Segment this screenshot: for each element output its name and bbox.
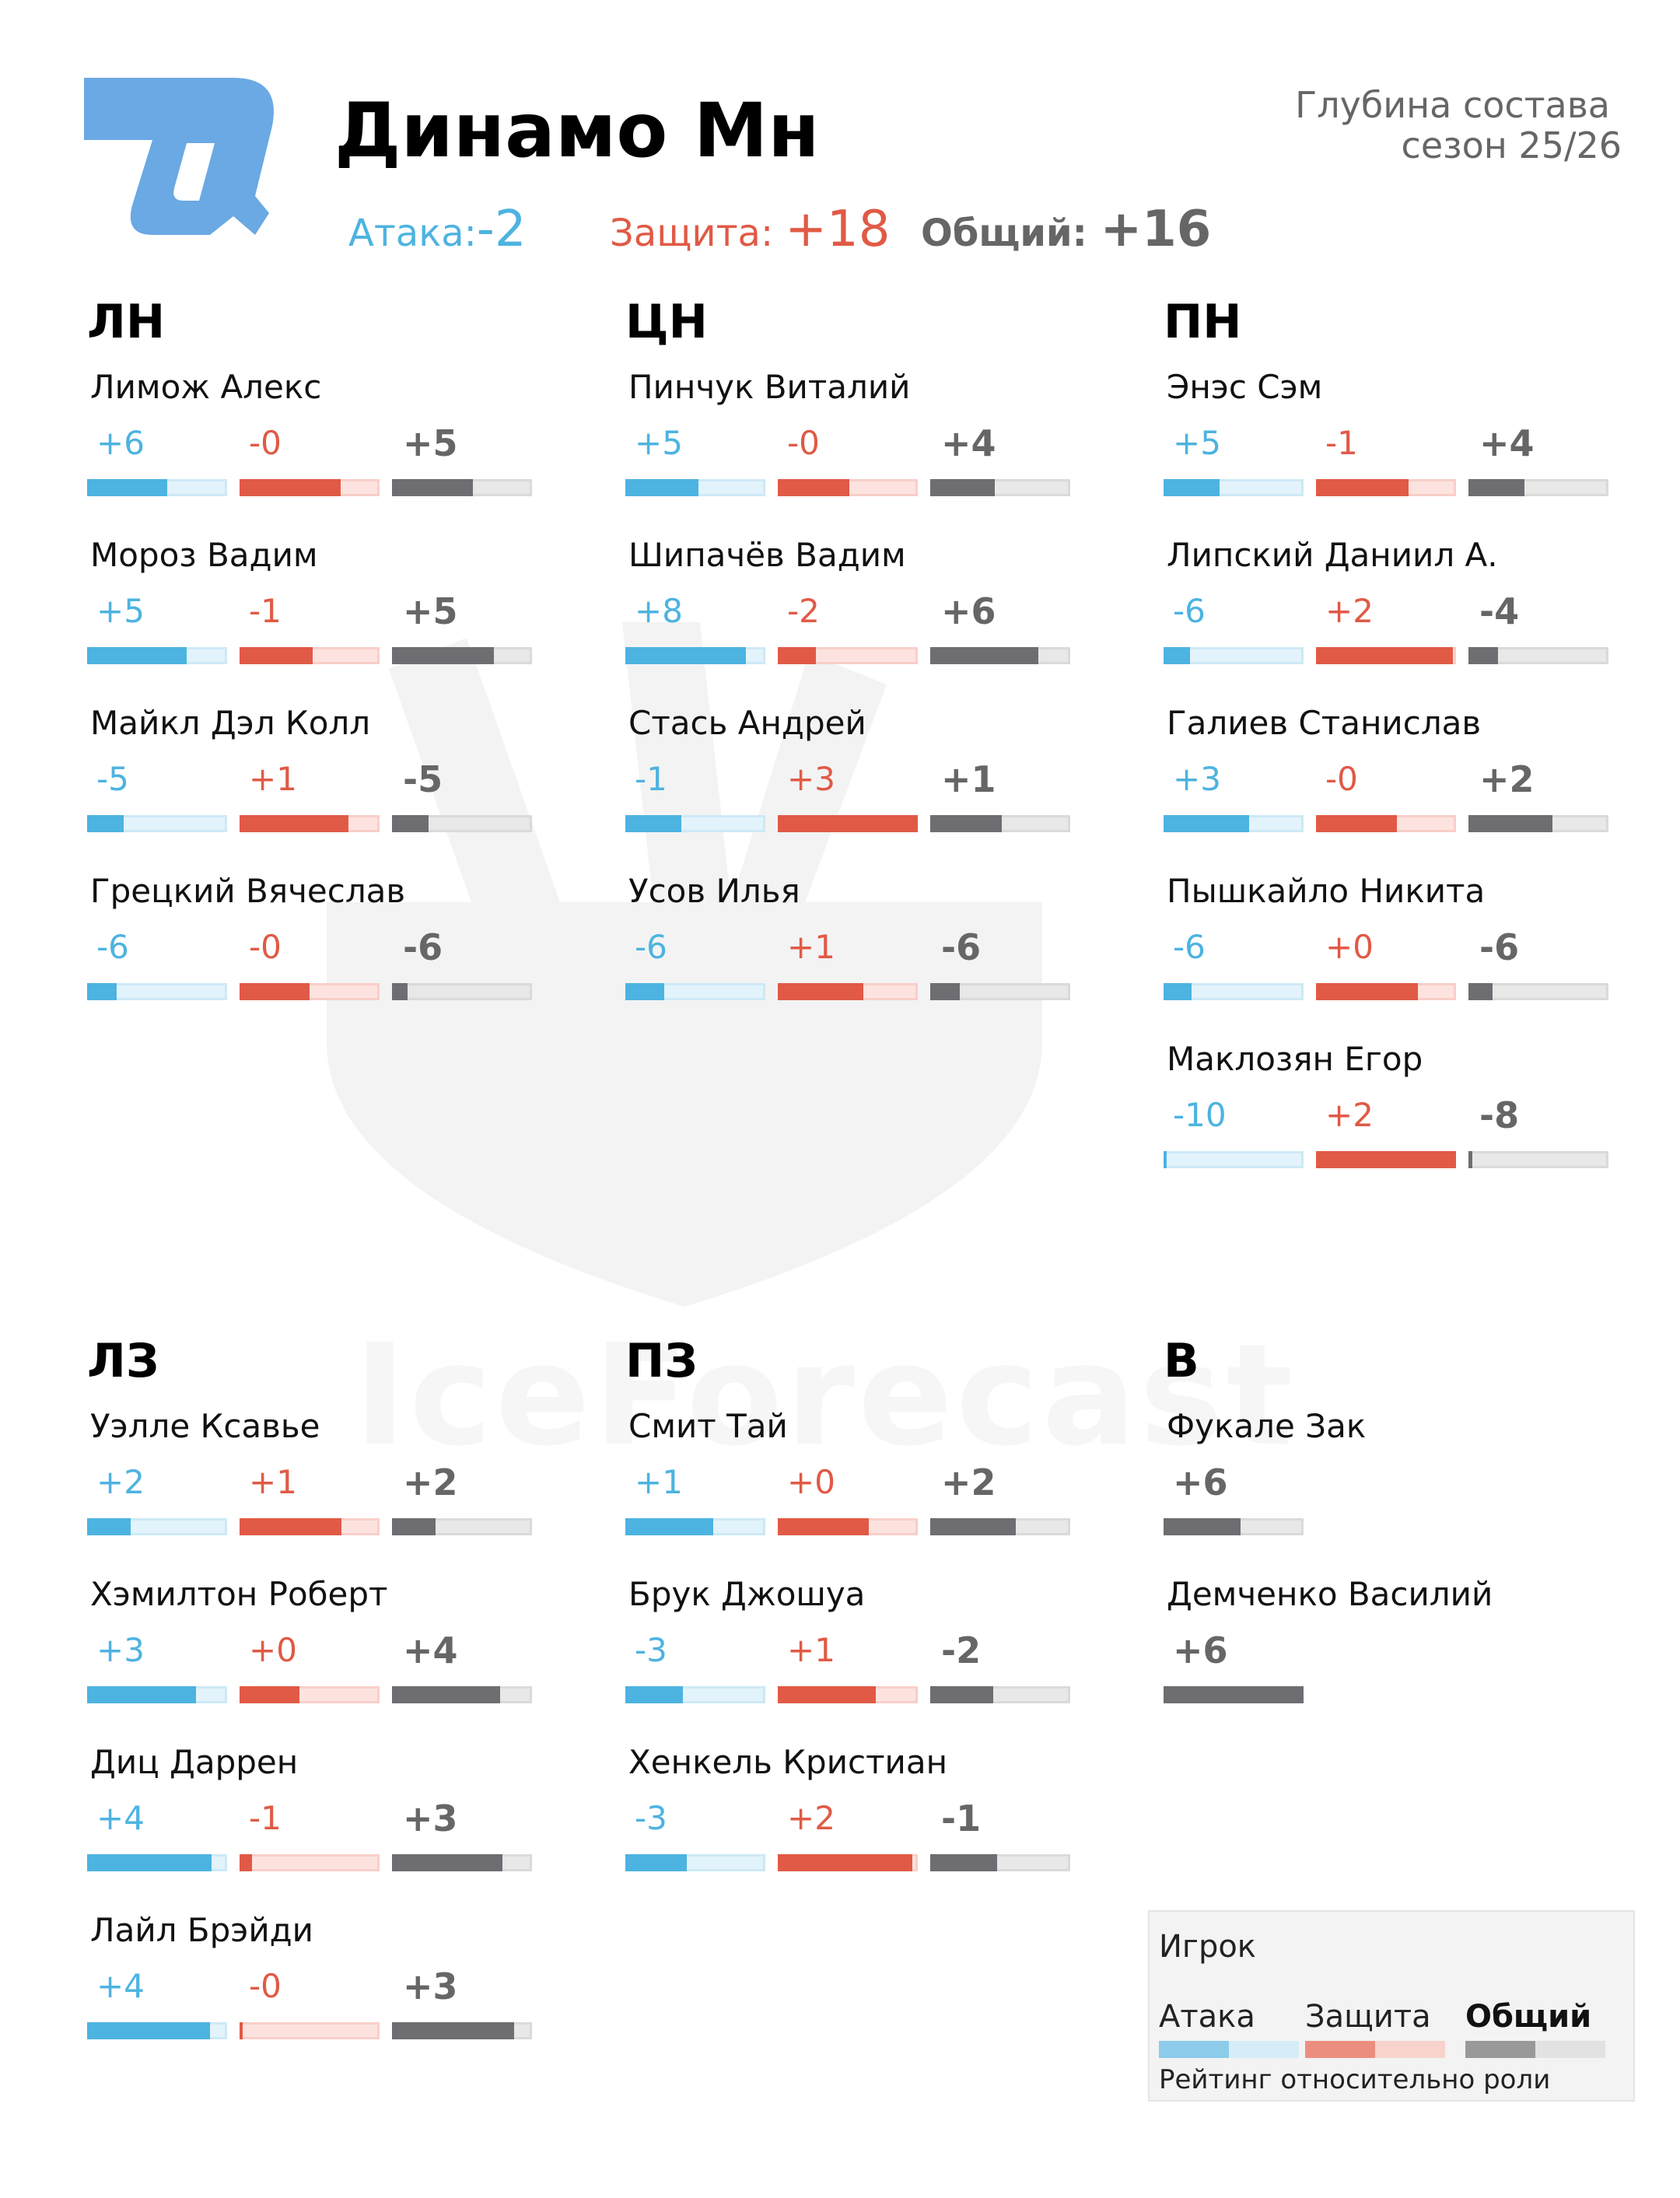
total-rating-value: -6 (1479, 926, 1520, 968)
player-name: Лайл Брэйди (90, 1911, 313, 1949)
legend-attack-label: Атака (1159, 1999, 1255, 2035)
attack-rating-bar-fill (625, 479, 698, 496)
player-ratings (1164, 1619, 1646, 1682)
player-name: Стась Андрей (628, 704, 866, 742)
total-rating-bar-fill (392, 2022, 514, 2039)
total-rating-bar-fill (392, 983, 408, 1000)
section-title: ПЗ (625, 1334, 698, 1388)
defense-rating-value: -2 (787, 592, 820, 630)
total-rating-bar-fill (930, 1686, 993, 1703)
attack-rating-bar-fill (1164, 479, 1220, 496)
attack-rating-bar-fill (87, 479, 167, 496)
defense-rating-value: -0 (249, 424, 282, 462)
player-name: Фукале Зак (1167, 1407, 1367, 1445)
defense-rating-bar-fill (240, 647, 313, 664)
attack-rating-bar (87, 1518, 227, 1535)
section-title: ЛЗ (87, 1334, 159, 1388)
defense-rating-value: +2 (787, 1799, 835, 1837)
total-rating-value: +3 (403, 1965, 458, 2007)
defense-rating-bar (778, 983, 918, 1000)
player-ratings (625, 916, 1108, 978)
summary-attack-value: -2 (476, 201, 527, 258)
player-ratings (625, 1451, 1108, 1514)
summary-total-label: Общий: (921, 212, 1087, 255)
player-ratings (625, 580, 1108, 642)
attack-rating-bar (1164, 983, 1304, 1000)
player-card (87, 362, 569, 530)
total-rating-value: +2 (403, 1461, 458, 1503)
defense-rating-bar (1316, 647, 1456, 664)
total-rating-bar-fill (1468, 1151, 1472, 1168)
total-rating-value: +5 (403, 422, 458, 464)
attack-rating-bar (87, 479, 227, 496)
attack-rating-value: -6 (635, 928, 667, 966)
player-card (1164, 1034, 1646, 1202)
total-rating-bar (930, 1686, 1070, 1703)
player-card (1164, 1570, 1646, 1738)
attack-rating-value: -3 (635, 1631, 667, 1669)
summary-defense-label: Защита: (610, 212, 774, 255)
legend-attack-bar (1159, 2041, 1299, 2058)
player-card (625, 530, 1108, 698)
player-card (1164, 530, 1646, 698)
total-rating-bar-fill (392, 479, 473, 496)
attack-rating-value: -6 (1173, 592, 1206, 630)
section-title: ЦН (625, 295, 708, 349)
total-rating-bar-fill (392, 1854, 502, 1871)
defense-rating-bar (240, 2022, 380, 2039)
total-rating-bar-fill (930, 1518, 1016, 1535)
defense-rating-bar-fill (1316, 479, 1409, 496)
attack-rating-bar (1164, 479, 1304, 496)
defense-rating-bar-fill (1316, 1151, 1456, 1168)
player-name: Диц Даррен (90, 1743, 299, 1781)
total-rating-value: +6 (941, 590, 996, 632)
defense-rating-bar-fill (1316, 983, 1418, 1000)
total-rating-bar-fill (392, 1686, 500, 1703)
player-name: Мороз Вадим (90, 536, 318, 574)
defense-rating-bar (240, 815, 380, 832)
total-rating-bar-fill (1468, 479, 1524, 496)
defense-rating-bar (1316, 983, 1456, 1000)
attack-rating-value: +2 (96, 1463, 145, 1501)
defense-rating-value: -0 (787, 424, 820, 462)
defense-rating-value: +2 (1325, 1096, 1374, 1134)
player-ratings (87, 916, 569, 978)
attack-rating-value: +4 (96, 1967, 145, 2005)
attack-rating-value: +1 (635, 1463, 683, 1501)
total-rating-value: -1 (941, 1797, 982, 1839)
player-ratings (1164, 1084, 1646, 1146)
player-name: Хэмилтон Роберт (90, 1575, 388, 1613)
total-rating-value: -6 (941, 926, 982, 968)
total-rating-bar-fill (392, 815, 429, 832)
total-rating-bar (392, 1518, 532, 1535)
total-rating-value: -5 (403, 758, 443, 800)
attack-rating-bar (625, 1518, 765, 1535)
defense-rating-bar-fill (240, 1518, 341, 1535)
player-name: Усов Илья (628, 872, 800, 910)
attack-rating-bar-fill (625, 647, 746, 664)
attack-rating-value: +4 (96, 1799, 145, 1837)
attack-rating-bar-fill (625, 1854, 687, 1871)
attack-rating-bar-fill (87, 2022, 210, 2039)
player-card (87, 866, 569, 1034)
player-card (625, 362, 1108, 530)
total-rating-value: +2 (1479, 758, 1535, 800)
defense-rating-bar-fill (1316, 815, 1397, 832)
attack-rating-bar-fill (87, 1854, 212, 1871)
defense-rating-bar (1316, 815, 1456, 832)
total-rating-value: +2 (941, 1461, 996, 1503)
player-name: Грецкий Вячеслав (90, 872, 406, 910)
player-name: Смит Тай (628, 1407, 788, 1445)
attack-rating-bar (625, 815, 765, 832)
player-card (87, 1402, 569, 1570)
defense-rating-value: +2 (1325, 592, 1374, 630)
defense-rating-value: -1 (1325, 424, 1358, 462)
attack-rating-bar (87, 983, 227, 1000)
defense-rating-bar-fill (240, 1686, 299, 1703)
total-rating-value: +4 (941, 422, 996, 464)
summary-total (921, 201, 1211, 258)
total-rating-bar (392, 1686, 532, 1703)
defense-rating-value: -0 (1325, 760, 1358, 798)
defense-rating-bar-fill (1316, 647, 1453, 664)
legend-total-bar (1465, 2041, 1605, 2058)
total-rating-bar (392, 815, 532, 832)
summary-attack-label: Атака: (348, 212, 477, 255)
defense-rating-bar (1316, 479, 1456, 496)
player-card (625, 698, 1108, 866)
defense-rating-bar-fill (240, 479, 341, 496)
defense-rating-value: +1 (249, 1463, 297, 1501)
attack-rating-bar (625, 1686, 765, 1703)
attack-rating-bar (87, 1686, 227, 1703)
player-ratings (625, 412, 1108, 474)
section-4 (625, 1321, 1108, 1906)
team-name: Динамо Мн (334, 87, 820, 174)
attack-rating-bar-fill (87, 983, 117, 1000)
player-card (1164, 698, 1646, 866)
attack-rating-bar (87, 1854, 227, 1871)
total-rating-bar-fill (392, 1518, 436, 1535)
defense-rating-value: +0 (249, 1631, 297, 1669)
defense-rating-bar (240, 1518, 380, 1535)
total-rating-bar (1468, 647, 1608, 664)
attack-rating-bar (87, 647, 227, 664)
attack-rating-bar-fill (87, 1686, 196, 1703)
total-rating-bar-fill (1164, 1686, 1304, 1703)
attack-rating-bar (625, 983, 765, 1000)
defense-rating-value: -0 (249, 1967, 282, 2005)
defense-rating-bar (778, 647, 918, 664)
attack-rating-bar-fill (1164, 1151, 1167, 1168)
total-rating-bar (930, 647, 1070, 664)
player-ratings (87, 1451, 569, 1514)
player-ratings (625, 1787, 1108, 1850)
summary-attack (348, 201, 527, 258)
defense-rating-value: +0 (1325, 928, 1374, 966)
summary-defense (610, 201, 890, 258)
player-name: Демченко Василий (1167, 1575, 1493, 1613)
defense-rating-value: -0 (249, 928, 282, 966)
total-rating-bar-fill (930, 1854, 997, 1871)
total-rating-bar (930, 1518, 1070, 1535)
attack-rating-bar-fill (87, 815, 124, 832)
player-name: Энэс Сэм (1167, 368, 1323, 406)
player-card (625, 1570, 1108, 1738)
defense-rating-value: +1 (787, 928, 835, 966)
total-rating-bar (1468, 815, 1608, 832)
defense-rating-bar-fill (778, 983, 863, 1000)
total-rating-bar-fill (930, 983, 960, 1000)
total-rating-bar-fill (1468, 983, 1493, 1000)
player-card (625, 1402, 1108, 1570)
attack-rating-bar-fill (625, 1686, 683, 1703)
attack-rating-value: -10 (1173, 1096, 1227, 1134)
total-rating-value: +5 (403, 590, 458, 632)
attack-rating-value: +5 (96, 592, 145, 630)
defense-rating-bar (240, 1854, 380, 1871)
legend (1148, 1910, 1635, 2102)
attack-rating-value: +5 (635, 424, 683, 462)
player-ratings (87, 580, 569, 642)
legend-player-label: Игрок (1159, 1929, 1256, 1965)
total-rating-bar-fill (392, 647, 494, 664)
total-rating-bar (1468, 983, 1608, 1000)
total-rating-bar (392, 983, 532, 1000)
player-name: Лимож Алекс (90, 368, 322, 406)
attack-rating-bar (87, 2022, 227, 2039)
player-name: Пышкайло Никита (1167, 872, 1486, 910)
total-rating-bar (392, 2022, 532, 2039)
section-5 (1164, 1321, 1646, 1738)
total-rating-value: -4 (1479, 590, 1520, 632)
defense-rating-bar (240, 983, 380, 1000)
player-card (625, 866, 1108, 1034)
defense-rating-bar-fill (778, 1518, 869, 1535)
total-rating-bar-fill (930, 647, 1038, 664)
total-rating-bar (930, 479, 1070, 496)
attack-rating-bar-fill (625, 815, 681, 832)
total-rating-value: -8 (1479, 1094, 1520, 1136)
total-rating-value: +6 (1173, 1461, 1228, 1503)
attack-rating-value: +6 (96, 424, 145, 462)
total-rating-value: +1 (941, 758, 996, 800)
total-rating-bar-fill (930, 479, 995, 496)
player-card (1164, 362, 1646, 530)
player-name: Маклозян Егор (1167, 1040, 1423, 1078)
player-ratings (625, 748, 1108, 810)
total-rating-bar (1164, 1518, 1304, 1535)
attack-rating-bar-fill (625, 983, 664, 1000)
defense-rating-bar-fill (778, 1854, 912, 1871)
defense-rating-bar (240, 1686, 380, 1703)
section-2 (1164, 282, 1646, 1202)
dinamo-logo-icon (78, 72, 280, 243)
attack-rating-bar-fill (87, 647, 187, 664)
attack-rating-bar-fill (625, 1518, 713, 1535)
total-rating-bar-fill (1164, 1518, 1241, 1535)
defense-rating-bar (778, 1686, 918, 1703)
defense-rating-value: -1 (249, 592, 282, 630)
section-title: ПН (1164, 295, 1242, 349)
attack-rating-bar (625, 1854, 765, 1871)
attack-rating-bar (1164, 1151, 1304, 1168)
total-rating-value: +4 (403, 1629, 458, 1671)
player-name: Шипачёв Вадим (628, 536, 906, 574)
total-rating-bar-fill (1468, 647, 1498, 664)
total-rating-bar (392, 479, 532, 496)
attack-rating-bar (1164, 815, 1304, 832)
total-rating-bar-fill (930, 815, 1002, 832)
player-card (1164, 1402, 1646, 1570)
defense-rating-value: +1 (787, 1631, 835, 1669)
player-ratings (87, 1955, 569, 2018)
attack-rating-bar-fill (1164, 647, 1190, 664)
section-title: ЛН (87, 295, 166, 349)
attack-rating-value: +3 (96, 1631, 145, 1669)
attack-rating-bar (87, 815, 227, 832)
defense-rating-bar-fill (778, 479, 849, 496)
section-title: В (1164, 1334, 1199, 1388)
player-card (87, 1738, 569, 1906)
player-name: Липский Даниил А. (1167, 536, 1498, 574)
attack-rating-value: -6 (1173, 928, 1206, 966)
defense-rating-bar (1316, 1151, 1456, 1168)
total-rating-value: -2 (941, 1629, 982, 1671)
attack-rating-bar-fill (1164, 815, 1249, 832)
attack-rating-value: -6 (96, 928, 129, 966)
defense-rating-value: -1 (249, 1799, 282, 1837)
attack-rating-value: -3 (635, 1799, 667, 1837)
player-card (87, 1906, 569, 2074)
defense-rating-bar-fill (240, 2022, 243, 2039)
season-label: сезон 25/26 (1401, 124, 1622, 166)
player-name: Галиев Станислав (1167, 704, 1482, 742)
total-rating-bar (1164, 1686, 1304, 1703)
total-rating-value: +3 (403, 1797, 458, 1839)
section-1 (625, 282, 1108, 1034)
total-rating-value: -6 (403, 926, 443, 968)
total-rating-bar-fill (1468, 815, 1552, 832)
legend-total-label: Общий (1465, 1999, 1592, 2035)
attack-rating-bar (625, 479, 765, 496)
defense-rating-bar (778, 479, 918, 496)
attack-rating-bar (1164, 647, 1304, 664)
total-rating-bar (930, 983, 1070, 1000)
player-ratings (625, 1619, 1108, 1682)
player-name: Майкл Дэл Колл (90, 704, 371, 742)
player-name: Брук Джошуа (628, 1575, 866, 1613)
defense-rating-bar (778, 1854, 918, 1871)
report-title: Глубина состава (1295, 84, 1610, 126)
legend-defense-bar (1305, 2041, 1445, 2058)
player-ratings (87, 1787, 569, 1850)
player-card (87, 530, 569, 698)
attack-rating-value: -1 (635, 760, 667, 798)
defense-rating-bar-fill (778, 815, 918, 832)
attack-rating-value: -5 (96, 760, 129, 798)
defense-rating-value: +1 (249, 760, 297, 798)
section-3 (87, 1321, 569, 2074)
player-ratings (1164, 748, 1646, 810)
total-rating-bar (392, 1854, 532, 1871)
player-name: Уэлле Ксавье (90, 1407, 320, 1445)
defense-rating-bar (240, 647, 380, 664)
player-card (87, 1570, 569, 1738)
player-ratings (87, 748, 569, 810)
summary-total-value: +16 (1100, 201, 1212, 258)
player-name: Хенкель Кристиан (628, 1743, 948, 1781)
attack-rating-bar-fill (87, 1518, 131, 1535)
player-ratings (1164, 580, 1646, 642)
attack-rating-value: +5 (1173, 424, 1221, 462)
total-rating-bar (392, 647, 532, 664)
total-rating-bar (1468, 1151, 1608, 1168)
defense-rating-bar (778, 815, 918, 832)
player-ratings (1164, 1451, 1646, 1514)
defense-rating-bar-fill (240, 1854, 252, 1871)
summary-defense-value: +18 (785, 201, 891, 258)
player-card (625, 1738, 1108, 1906)
player-card (87, 698, 569, 866)
defense-rating-bar-fill (778, 647, 816, 664)
section-0 (87, 282, 569, 1034)
legend-defense-label: Защита (1305, 1999, 1431, 2035)
defense-rating-value: +3 (787, 760, 835, 798)
defense-rating-bar (778, 1518, 918, 1535)
player-card (1164, 866, 1646, 1034)
attack-rating-value: +3 (1173, 760, 1221, 798)
player-ratings (1164, 412, 1646, 474)
total-rating-bar (930, 1854, 1070, 1871)
attack-rating-value: +8 (635, 592, 683, 630)
total-rating-value: +4 (1479, 422, 1535, 464)
defense-rating-bar-fill (778, 1686, 876, 1703)
defense-rating-bar-fill (240, 815, 348, 832)
attack-rating-bar (625, 647, 765, 664)
attack-rating-bar-fill (1164, 983, 1192, 1000)
defense-rating-bar-fill (240, 983, 310, 1000)
total-rating-bar (930, 815, 1070, 832)
player-name: Пинчук Виталий (628, 368, 911, 406)
defense-rating-bar (240, 479, 380, 496)
total-rating-bar (1468, 479, 1608, 496)
legend-note: Рейтинг относительно роли (1159, 2064, 1551, 2095)
player-ratings (1164, 916, 1646, 978)
player-ratings (87, 1619, 569, 1682)
player-ratings (87, 412, 569, 474)
defense-rating-value: +0 (787, 1463, 835, 1501)
total-rating-value: +6 (1173, 1629, 1228, 1671)
